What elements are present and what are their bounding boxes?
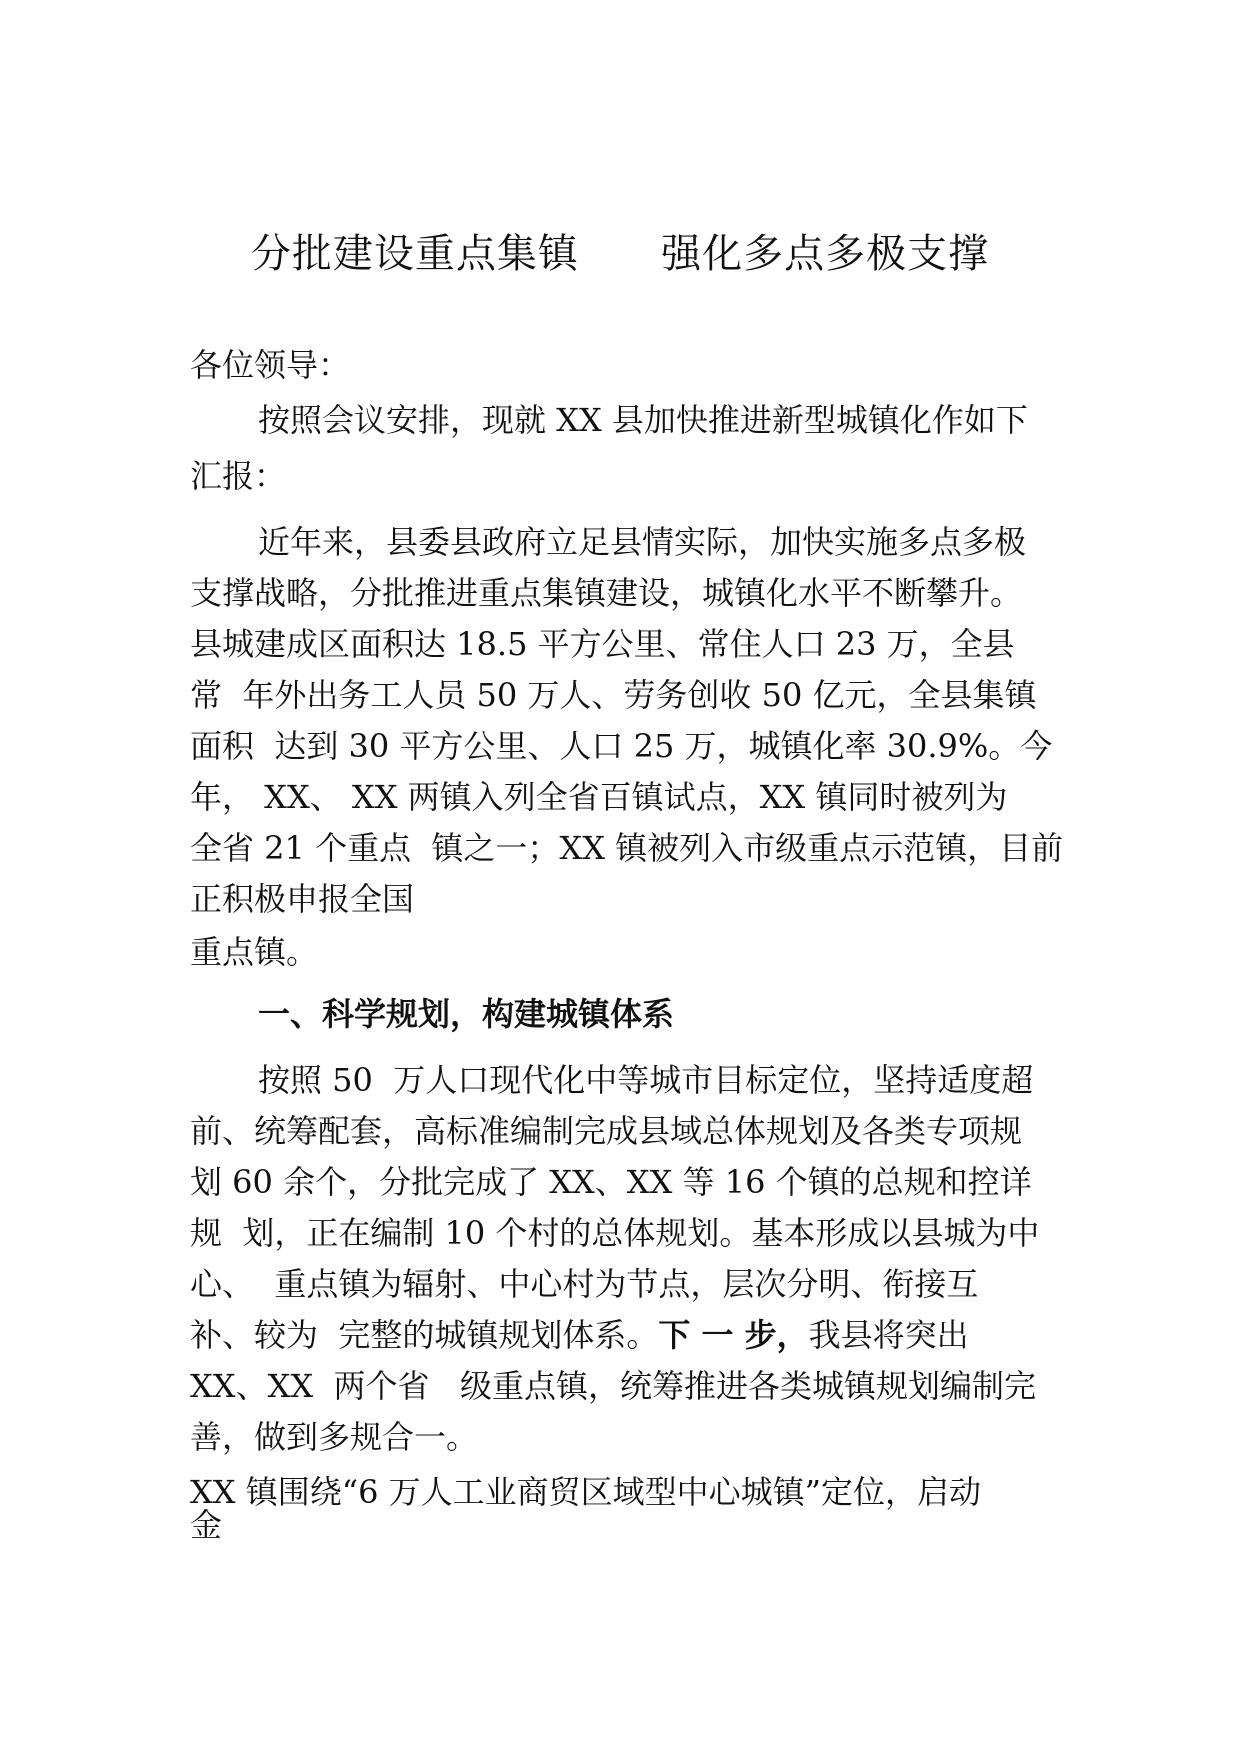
para2-line-2: 前、统筹配套，高标准编制完成县域总体规划及各类专项规	[190, 1112, 1023, 1150]
para1-line-8: 正积极申报全国	[190, 880, 415, 918]
document-title: 分批建设重点集镇 强化多点多极支撑	[250, 231, 990, 277]
para2-line-5: 心、 重点镇为辐射、中心村为节点，层次分明、衔接互	[190, 1265, 979, 1303]
para2-line-6-text: 补、较为 完整的城镇规划体系。	[190, 1316, 659, 1354]
intro-line-1: 按照会议安排，现就 XX 县加快推进新型城镇化作如下	[258, 401, 1028, 439]
para1-line-5: 面积 达到 30 平方公里、人口 25 万，城镇化率 30.9%。今	[190, 727, 1053, 765]
para2-next-step: 下 一 步，	[658, 1316, 809, 1354]
para2-line-6-after: 我县将突出	[808, 1316, 969, 1354]
para1-line-2: 支撑战略，分批推进重点集镇建设，城镇化水平不断攀升。	[190, 574, 1023, 612]
section-heading-1: 一、科学规划，构建城镇体系	[258, 995, 675, 1033]
para2-line-7: XX、XX 两个省 级重点镇，统筹推进各类城镇规划编制完	[190, 1367, 1036, 1405]
para2-line-3: 划 60 余个，分批完成了 XX、XX 等 16 个镇的总规和控详	[190, 1163, 1032, 1201]
para2-line-4: 规 划，正在编制 10 个村的总体规划。基本形成以县城为中	[190, 1214, 1040, 1252]
para3-line-2: 金	[190, 1506, 223, 1544]
para1-line-7: 全省 21 个重点 镇之一；XX 镇被列入市级重点示范镇，目前	[190, 829, 1064, 867]
para2-line-1: 按照 50 万人口现代化中等城市目标定位，坚持适度超	[258, 1061, 1034, 1099]
para1-line-9: 重点镇。	[190, 933, 319, 971]
intro-line-2: 汇报：	[190, 457, 287, 495]
para2-line-8: 善，做到多规合一。	[190, 1418, 479, 1456]
para1-line-3: 县城建成区面积达 18.5 平方公里、常住人口 23 万，全县	[190, 625, 1015, 663]
para3-line-1: XX 镇围绕“6 万人工业商贸区域型中心城镇”定位，启动	[190, 1473, 981, 1511]
para1-line-1: 近年来，县委县政府立足县情实际，加快实施多点多极	[258, 523, 1027, 561]
salutation: 各位领导：	[190, 346, 351, 384]
para1-line-4: 常 年外出务工人员 50 万人、劳务创收 50 亿元，全县集镇	[190, 676, 1037, 714]
para1-line-6: 年， XX、 XX 两镇入列全省百镇试点，XX 镇同时被列为	[190, 778, 1008, 816]
para2-line-6	[190, 1315, 969, 1355]
